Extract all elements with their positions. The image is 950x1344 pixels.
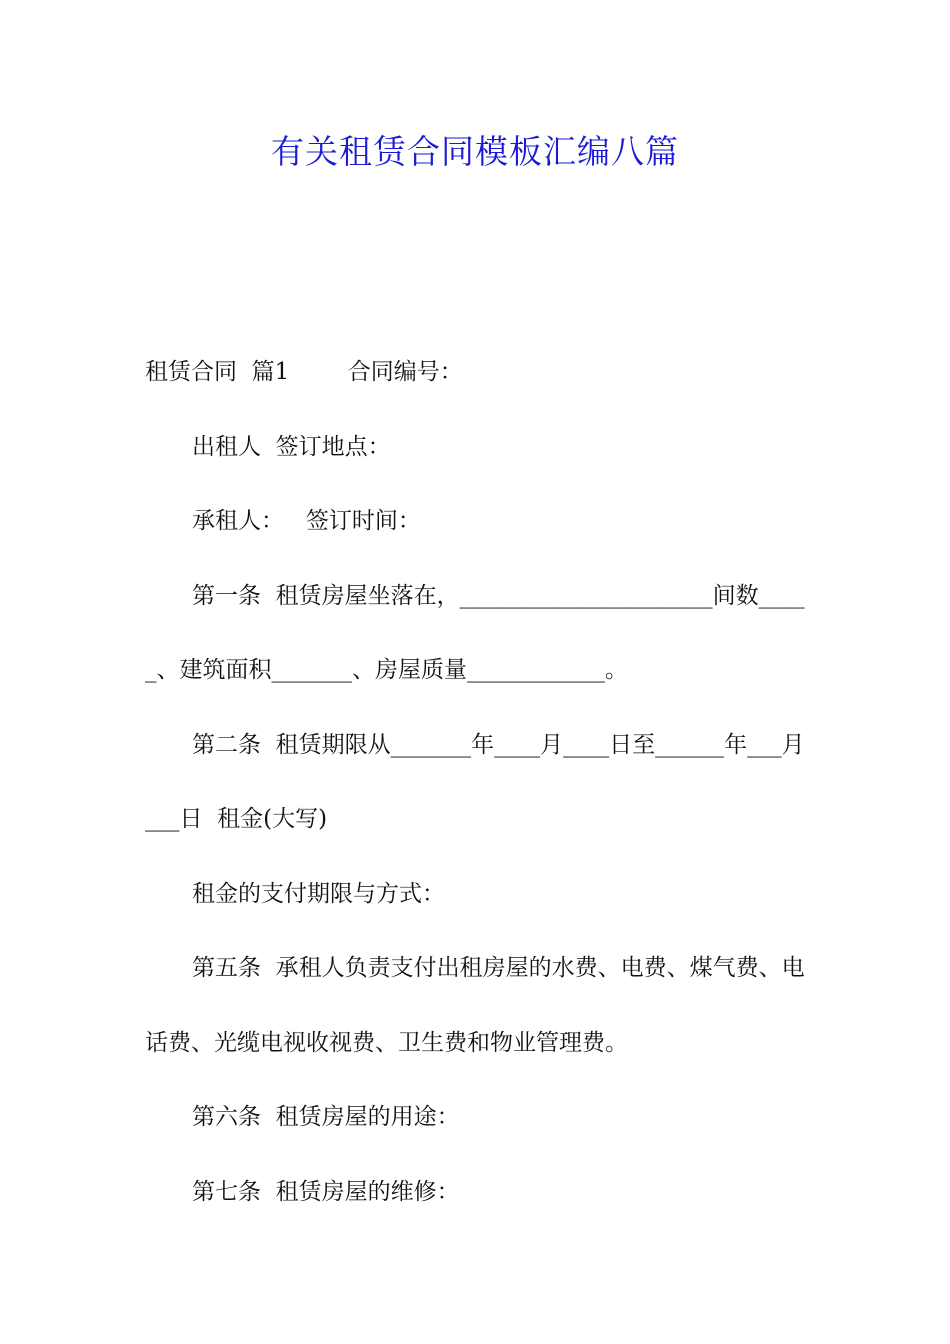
paragraph-lessee: 承租人： 签订时间： [192, 508, 421, 534]
document-body [145, 335, 810, 1229]
paragraph-article-5: 第五条 承租人负责支付出租房屋的水费、电费、煤气费、电话费、光缆电视收视费、卫生费和物业管理费。 [145, 955, 805, 1056]
paragraph-article-1: 第一条 租赁房屋坐落在，______________________间数_____、建筑面积_______、房屋质量____________。 [145, 582, 805, 683]
paragraph-lessor: 出租人 签订地点： [192, 433, 391, 460]
paragraph-rent-payment: 租金的支付期限与方式： [192, 880, 445, 907]
paragraph-article-6: 第六条 租赁房屋的用途： [192, 1104, 460, 1130]
paragraph-article-7: 第七条 租赁房屋的维修： [192, 1178, 460, 1205]
paragraph-contract-header: 租赁合同 篇1 合同编号： [145, 359, 463, 385]
paragraph-article-2: 第二条 租赁期限从_______年____月____日至______年___月___日 租金(大写) [145, 731, 805, 832]
document-title: 有关租赁合同模板汇编八篇 [271, 132, 679, 171]
